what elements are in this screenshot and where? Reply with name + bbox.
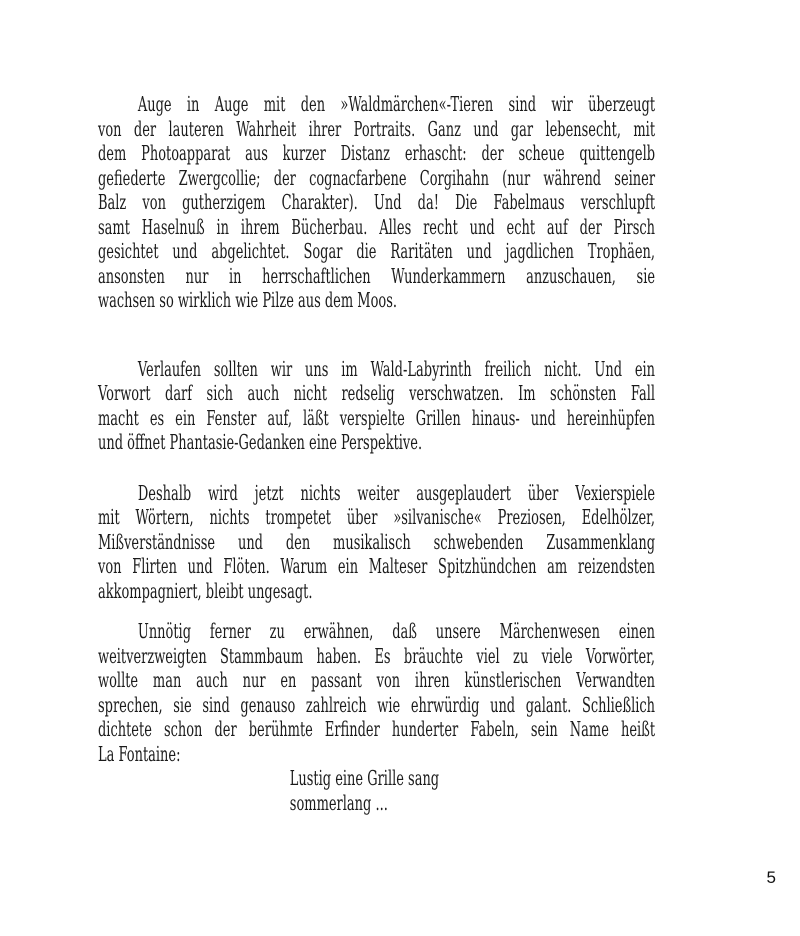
text-line: Deshalb wird jetzt nichts weiter ausgeplaudert über Vexierspiele (137, 480, 656, 505)
paragraph-2 (98, 357, 655, 455)
text-line: wollte man auch nur en passant von ihren künstlerischen Verwandten (98, 668, 656, 692)
text-line: macht es ein Fenster auf, läßt verspielte Grillen hinaus- und hereinhüpfen (98, 405, 656, 430)
text-line: ansonsten nur in herrschaftlichen Wunderkammern anzuschauen, sie (98, 263, 656, 288)
verse-quote (98, 766, 655, 815)
text-line: gesichtet und abgelichtet. Sogar die Raritäten und jagdlichen Trophäen, (98, 239, 656, 263)
text-line: Unnötig ferner zu erwähnen, daß unsere Märchenwesen einen (137, 619, 656, 643)
text-line: La Fontaine: (98, 741, 181, 766)
text-line: von Flirten und Flöten. Warum ein Malteser Spitzhündchen am reizendsten (98, 554, 656, 578)
text-line: gefiederte Zwergcollie; der cognacfarbene Corgihahn (nur während seiner (98, 165, 656, 190)
text-line: Verlaufen sollten wir uns im Wald-Labyrinth freilich nicht. Und ein (137, 356, 656, 381)
text-line: dichtete schon der berühmte Erfinder hunderter Fabeln, sein Name heißt (98, 717, 656, 741)
paragraph-1 (98, 92, 655, 313)
text-line: sprechen, sie sind genauso zahlreich wie ehrwürdig und galant. Schließlich (98, 692, 656, 717)
text-line: von der lauteren Wahrheit ihrer Portraits. Ganz und gar lebensecht, mit (98, 116, 656, 141)
text-block (98, 92, 655, 815)
text-line: akkompagniert, bleibt ungesagt. (98, 578, 313, 603)
paragraph-3 (98, 481, 655, 604)
text-line: Mißverständnisse und den musikalisch schwebenden Zusammenklang (98, 529, 656, 554)
text-line: Vorwort darf sich auch nicht redselig verschwatzen. Im schönsten Fall (98, 381, 656, 405)
text-line: dem Photoapparat aus kurzer Distanz erhascht: der scheue quittengelb (98, 141, 656, 165)
paragraph-4 (98, 619, 655, 766)
text-line: mit Wörtern, nichts trompetet über »silvanische« Preziosen, Edelhölzer, (98, 505, 656, 529)
text-line: Balz von gutherzigem Charakter). Und da! Die Fabelmaus verschlupft (98, 190, 656, 214)
verse-line: Lustig eine Grille sang (289, 766, 440, 790)
text-line: samt Haselnuß in ihrem Bücherbau. Alles recht und echt auf der Pirsch (98, 214, 656, 239)
text-line: weitverzweigten Stammbaum haben. Es bräuchte viel zu viele Vorwörter, (98, 643, 656, 668)
text-line: wachsen so wirklich wie Pilze aus dem Moos. (98, 288, 397, 312)
verse-line: sommerlang ... (289, 790, 388, 815)
text-line: Auge in Auge mit den »Waldmärchen«-Tieren sind wir überzeugt (137, 92, 656, 116)
page-number: 5 (766, 868, 776, 887)
text-line: und öffnet Phantasie-Gedanken eine Perspektive. (98, 430, 423, 454)
